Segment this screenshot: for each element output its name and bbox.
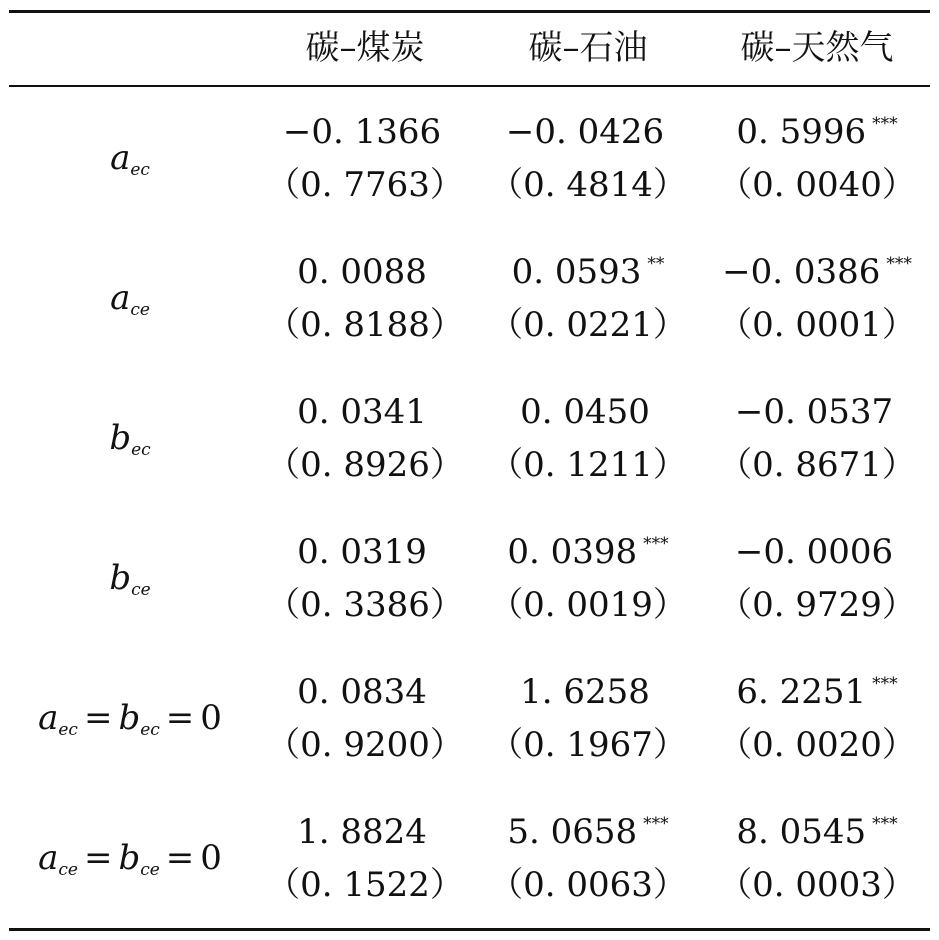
table-row: [0, 376, 939, 516]
table-row: [0, 96, 939, 236]
cell-gas: −0. 0386 *** （0. 0001）: [718, 252, 916, 345]
cell-coal: 1. 8824 （0. 1522）: [266, 812, 464, 905]
cell-gas: 6. 2251 *** （0. 0020）: [718, 672, 916, 765]
cell-gas: −0. 0537 （0. 8671）: [718, 392, 916, 485]
cell-oil: 0. 0398 *** （0. 0019）: [489, 532, 687, 625]
cell-oil: 0. 0450 （0. 1211）: [489, 392, 687, 485]
row-label: $a_{ce}$: [110, 278, 150, 320]
table-row: [0, 516, 939, 656]
row-label: $a_{ec}$: [110, 138, 150, 180]
table-row: [0, 796, 939, 936]
top-rule: [9, 10, 930, 13]
header-coal: 碳–煤炭: [305, 28, 425, 68]
row-label: $b_{ec}$: [109, 418, 151, 460]
cell-coal: 0. 0341 （0. 8926）: [266, 392, 464, 485]
table-row: [0, 656, 939, 796]
cell-gas: 0. 5996 *** （0. 0040）: [718, 112, 916, 205]
bottom-rule: [9, 928, 930, 931]
row-label: $b_{ce}$: [109, 558, 151, 600]
cell-oil: 1. 6258 （0. 1967）: [489, 672, 687, 765]
cell-gas: −0. 0006 （0. 9729）: [718, 532, 916, 625]
cell-oil: 0. 0593 ** （0. 0221）: [489, 252, 687, 345]
cell-gas: 8. 0545 *** （0. 0003）: [718, 812, 916, 905]
header-oil: 碳–石油: [528, 28, 648, 68]
cell-coal: 0. 0088 （0. 8188）: [266, 252, 464, 345]
cell-oil: 5. 0658 *** （0. 0063）: [489, 812, 687, 905]
header-gas: 碳–天然气: [740, 28, 894, 68]
cell-coal: −0. 1366 （0. 7763）: [266, 112, 464, 205]
cell-oil: −0. 0426 （0. 4814）: [489, 112, 687, 205]
table-row: [0, 236, 939, 376]
cell-coal: 0. 0319 （0. 3386）: [266, 532, 464, 625]
cell-coal: 0. 0834 （0. 9200）: [266, 672, 464, 765]
header-rule: [9, 85, 930, 87]
row-label: $a_{ec} = b_{ec} = 0$: [38, 698, 222, 740]
row-label: $a_{ce} = b_{ce} = 0$: [38, 838, 222, 880]
